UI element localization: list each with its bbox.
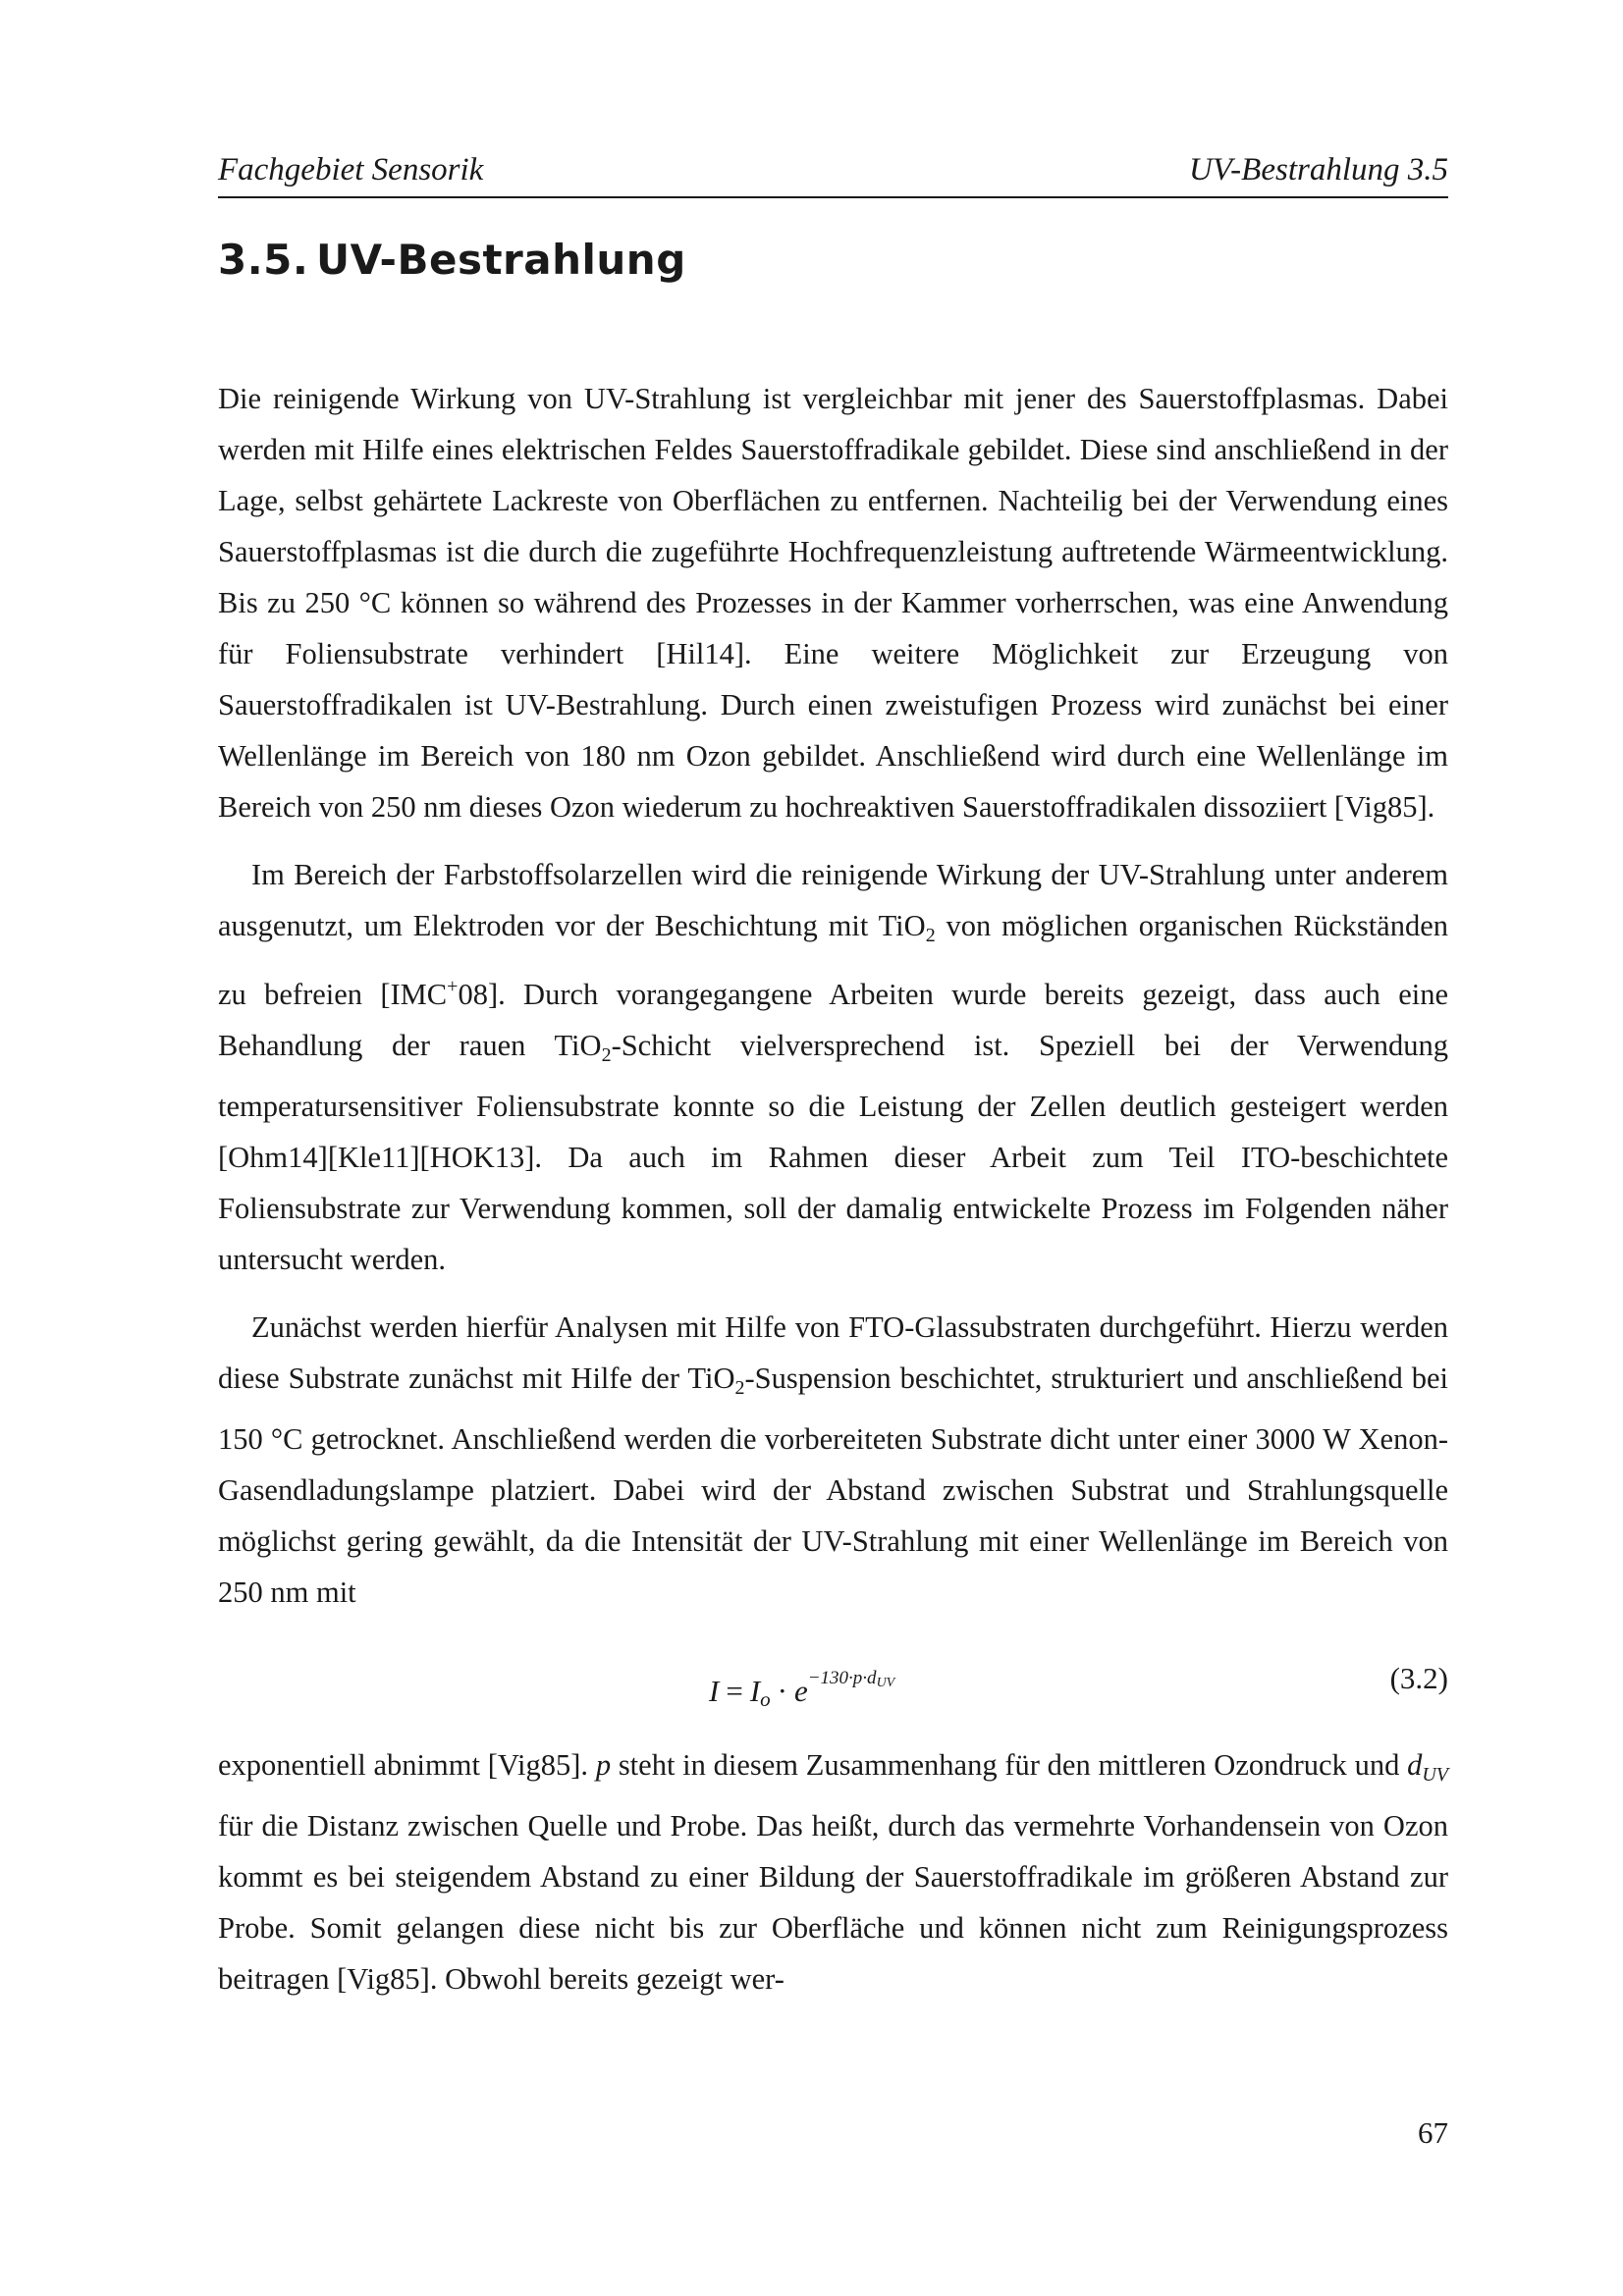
section-number: 3.5. bbox=[218, 236, 309, 284]
paragraph-3: Zunächst werden hierfür Analysen mit Hilfe von FTO-Glassubstraten durchgeführt. Hierzu werden diese Substrate zunächst mit Hilfe der TiO$_2$-Suspension beschichtet, strukturiert und anschließend bei 150 °C getrocknet. Anschließend werden die vorbereiteten Substrate dicht unter einer 3000 W Xenon-Gasendladungslampe platziert. Dabei wird der Abstand zwischen Substrat und Strahlungsquelle möglichst gering gewählt, da die Intensität der UV-Strahlung mit einer Wellenlänge im Bereich von 250 nm mit bbox=[218, 1310, 1448, 1609]
header-left: Fachgebiet Sensorik bbox=[218, 152, 484, 187]
paragraph-1: Die reinigende Wirkung von UV-Strahlung ist vergleichbar mit jener des Sauerstoffplasmas. Dabei werden mit Hilfe eines elektrischen Feldes Sauerstoffradikale gebildet. Diese sind anschließend in der Lage, selbst gehärtete Lackreste von Oberflächen zu entfernen. Nachteilig bei der Verwendung eines Sauerstoffplasmas ist die durch die zugeführte Hochfrequenzleistung auftretende Wärmeentwicklung. Bis zu 250 °C können so während des Prozesses in der Kammer vorherrschen, was eine Anwendung für Foliensubstrate verhindert [Hil14]. Eine weitere Möglichkeit zur Erzeugung von Sauerstoffradikalen ist UV-Bestrahlung. Durch einen zweistufigen Prozess wird zunächst bei einer Wellenlänge im Bereich von 180 nm Ozon gebildet. Anschließend wird durch eine Wellenlänge im Bereich von 250 nm dieses Ozon wiederum zu hochreaktiven Sauerstoffradikalen dissoziiert [Vig85]. bbox=[218, 382, 1448, 824]
section-title bbox=[218, 236, 686, 284]
paragraph-2: Im Bereich der Farbstoffsolarzellen wird die reinigende Wirkung der UV-Strahlung unter anderem ausgenutzt, um Elektroden vor der Beschichtung mit TiO$_2$ von möglichen organischen Rückständen zu befreien [IMC+08]. Durch vorangegangene Arbeiten wurde bereits gezeigt, dass auch eine Behandlung der rauen TiO$_2$-Schicht vielversprechend ist. Speziell bei der Verwendung temperatursensitiver Foliensubstrate konnte so die Leistung der Zellen deutlich gesteigert werden [Ohm14][Kle11][HOK13]. Da auch im Rahmen dieser Arbeit zum Teil ITO-beschichtete Foliensubstrate zur Verwendung kommen, soll der damalig entwickelte Prozess im Folgenden näher untersucht werden. bbox=[218, 858, 1448, 1276]
paragraph-4: exponentiell abnimmt [Vig85]. p steht in diesem Zusammenhang für den mittleren Ozondruck und $d_{UV}$ für die Distanz zwischen Quelle und Probe. Das heißt, durch das vermehrte Vorhandensein von Ozon kommt es bei steigendem Abstand zu einer Bildung der Sauerstoffradikale im größeren Abstand zur Probe. Somit gelangen diese nicht bis zur Oberfläche und können nicht zum Reinigungsprozess beitragen [Vig85]. Obwohl bereits gezeigt wer- bbox=[218, 1748, 1448, 1996]
header-right: UV-Bestrahlung 3.5 bbox=[1189, 152, 1448, 187]
section-title-text: UV-Bestrahlung bbox=[316, 236, 686, 284]
equation-expression: $I = I_o \cdot e^{-130\cdot p\cdot d_{UV}}$ bbox=[709, 1668, 895, 1711]
body-text bbox=[218, 373, 1448, 2021]
page-number: 67 bbox=[1418, 2115, 1448, 2150]
equation-3-2 bbox=[218, 1653, 1448, 1711]
running-header bbox=[218, 147, 1448, 198]
equation-number: (3.2) bbox=[1389, 1661, 1448, 1695]
